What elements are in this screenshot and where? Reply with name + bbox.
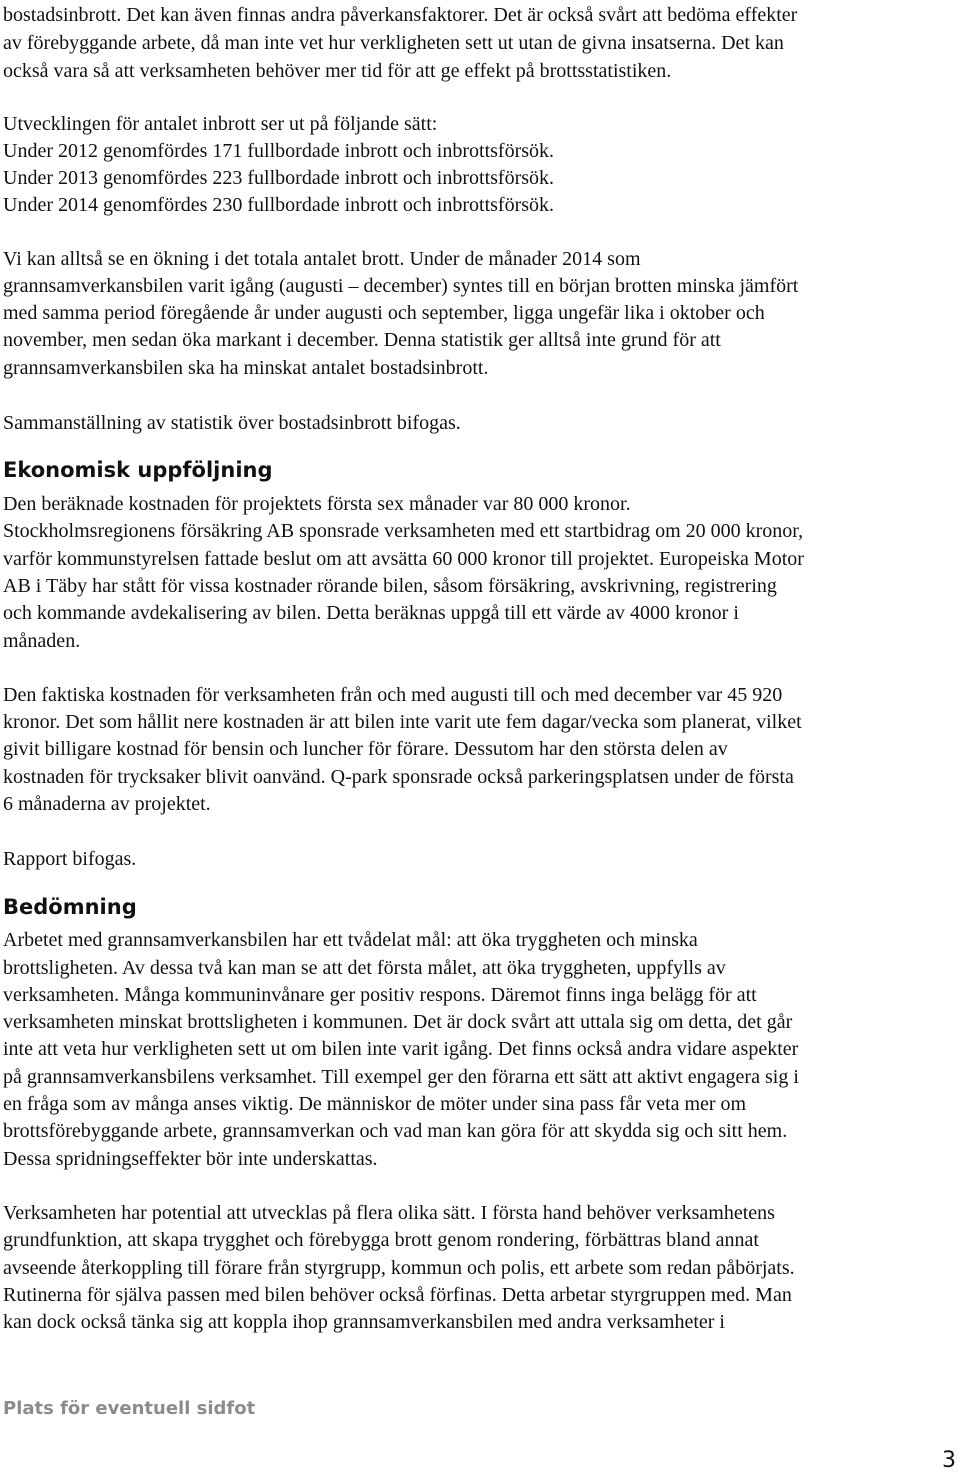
text-line: Verksamheten har potential att utvecklas på flera olika sätt. I första hand behöver verksamhetens: [3, 1202, 775, 1224]
text-line: grundfunktion, att skapa trygghet och förebygga brott genom rondering, förbättras bland annat: [3, 1229, 759, 1251]
text-line: Rapport bifogas.: [3, 848, 137, 870]
text-line: Den faktiska kostnaden för verksamheten från och med augusti till och med december var 45 920: [3, 684, 783, 706]
text-line: bostadsinbrott. Det kan även finnas andra påverkansfaktorer. Det är också svårt att bedöma effekter: [3, 4, 798, 26]
section-heading-assessment: Bedömning: [3, 895, 137, 919]
text-line: en fråga som av många anses viktig. De människor de möter under sina pass får veta mer om: [3, 1093, 747, 1115]
text-line: kan dock också tänka sig att koppla ihop grannsamverkansbilen med andra verksamheter i: [3, 1311, 725, 1333]
text-line: varför kommunstyrelsen fattade beslut om att avsätta 60 000 kronor till projektet. Europeiska Motor: [3, 548, 804, 570]
text-line: avseende återkoppling till förare från styrgrupp, kommun och polis, ett arbete som redan påbörjats.: [3, 1257, 795, 1279]
section-heading-economic: Ekonomisk uppföljning: [3, 458, 273, 482]
text-line: brottsförebyggande arbete, grannsamverkan och vad man kan göra för att skydda sig och sitt hem.: [3, 1120, 788, 1142]
text-line: Sammanställning av statistik över bostadsinbrott bifogas.: [3, 412, 461, 434]
text-line: också vara så att verksamheten behöver mer tid för att ge effekt på brottsstatistiken.: [3, 60, 672, 82]
text-line: grannsamverkansbilen varit igång (augusti – december) syntes till en början brotten minska jämfört: [3, 275, 799, 297]
text-line: 6 månaderna av projektet.: [3, 793, 211, 815]
text-line: november, men sedan öka markant i december. Denna statistik ger alltså inte grund för att: [3, 329, 721, 351]
text-line: och kommande avdekalisering av bilen. Detta beräknas uppgå till ett värde av 4000 kronor i: [3, 602, 739, 624]
text-line: givit billigare kostnad för bensin och luncher för förare. Dessutom har den största delen av: [3, 738, 728, 760]
text-line: Dessa spridningseffekter bör inte underskattas.: [3, 1148, 378, 1170]
text-line: på grannsamverkansbilens verksamhet. Till exempel ger den förarna ett sätt att aktivt engagera sig i: [3, 1066, 799, 1088]
text-line: Arbetet med grannsamverkansbilen har ett tvådelat mål: att öka tryggheten och minska: [3, 929, 698, 951]
text-line: Den beräknade kostnaden för projektets första sex månader var 80 000 kronor.: [3, 493, 631, 515]
text-line: Rutinerna för själva passen med bilen behöver också förfinas. Detta arbetar styrgruppen med. Man: [3, 1284, 792, 1306]
text-line: brottsligheten. Av dessa två kan man se att det första målet, att öka tryggheten, uppfylls av: [3, 957, 726, 979]
text-line: grannsamverkansbilen ska ha minskat antalet bostadsinbrott.: [3, 357, 489, 379]
text-line: Stockholmsregionens försäkring AB sponsrade verksamheten med ett startbidrag om 20 000 kronor,: [3, 520, 804, 542]
text-line: av förebyggande arbete, då man inte vet hur verkligheten sett ut utan de givna insatserna. Det kan: [3, 32, 784, 54]
text-line: AB i Täby har stått för vissa kostnader rörande bilen, såsom försäkring, avskrivning, registrering: [3, 575, 777, 597]
text-line: Utvecklingen för antalet inbrott ser ut på följande sätt:: [3, 113, 438, 135]
text-line: Under 2014 genomfördes 230 fullbordade inbrott och inbrottsförsök.: [3, 194, 555, 216]
text-line: Vi kan alltså se en ökning i det totala antalet brott. Under de månader 2014 som: [3, 248, 641, 270]
text-line: verksamheten. Många kommuninvånare ger positiv respons. Däremot finns inga belägg för att: [3, 984, 757, 1006]
text-line: verksamheten minskat brottsligheten i kommunen. Det är dock svårt att uttala sig om detta, det går: [3, 1011, 793, 1033]
text-line: månaden.: [3, 630, 81, 652]
text-line: inte att veta hur verkligheten sett ut om bilen inte varit igång. Det finns också andra vidare aspekter: [3, 1038, 799, 1060]
text-line: kostnaden för trycksaker blivit oanvänd. Q-park sponsrade också parkeringsplatsen under de första: [3, 766, 794, 788]
text-line: kronor. Det som hållit nere kostnaden är att bilen inte varit ute fem dagar/vecka som planerat, vilket: [3, 711, 802, 733]
text-line: Under 2012 genomfördes 171 fullbordade inbrott och inbrottsförsök.: [3, 140, 555, 162]
page-number: 3: [942, 1448, 956, 1473]
text-line: Under 2013 genomfördes 223 fullbordade inbrott och inbrottsförsök.: [3, 167, 555, 189]
text-line: med samma period föregående år under augusti och september, ligga ungefär lika i oktober och: [3, 302, 765, 324]
footer-placeholder: Plats för eventuell sidfot: [3, 1398, 256, 1419]
